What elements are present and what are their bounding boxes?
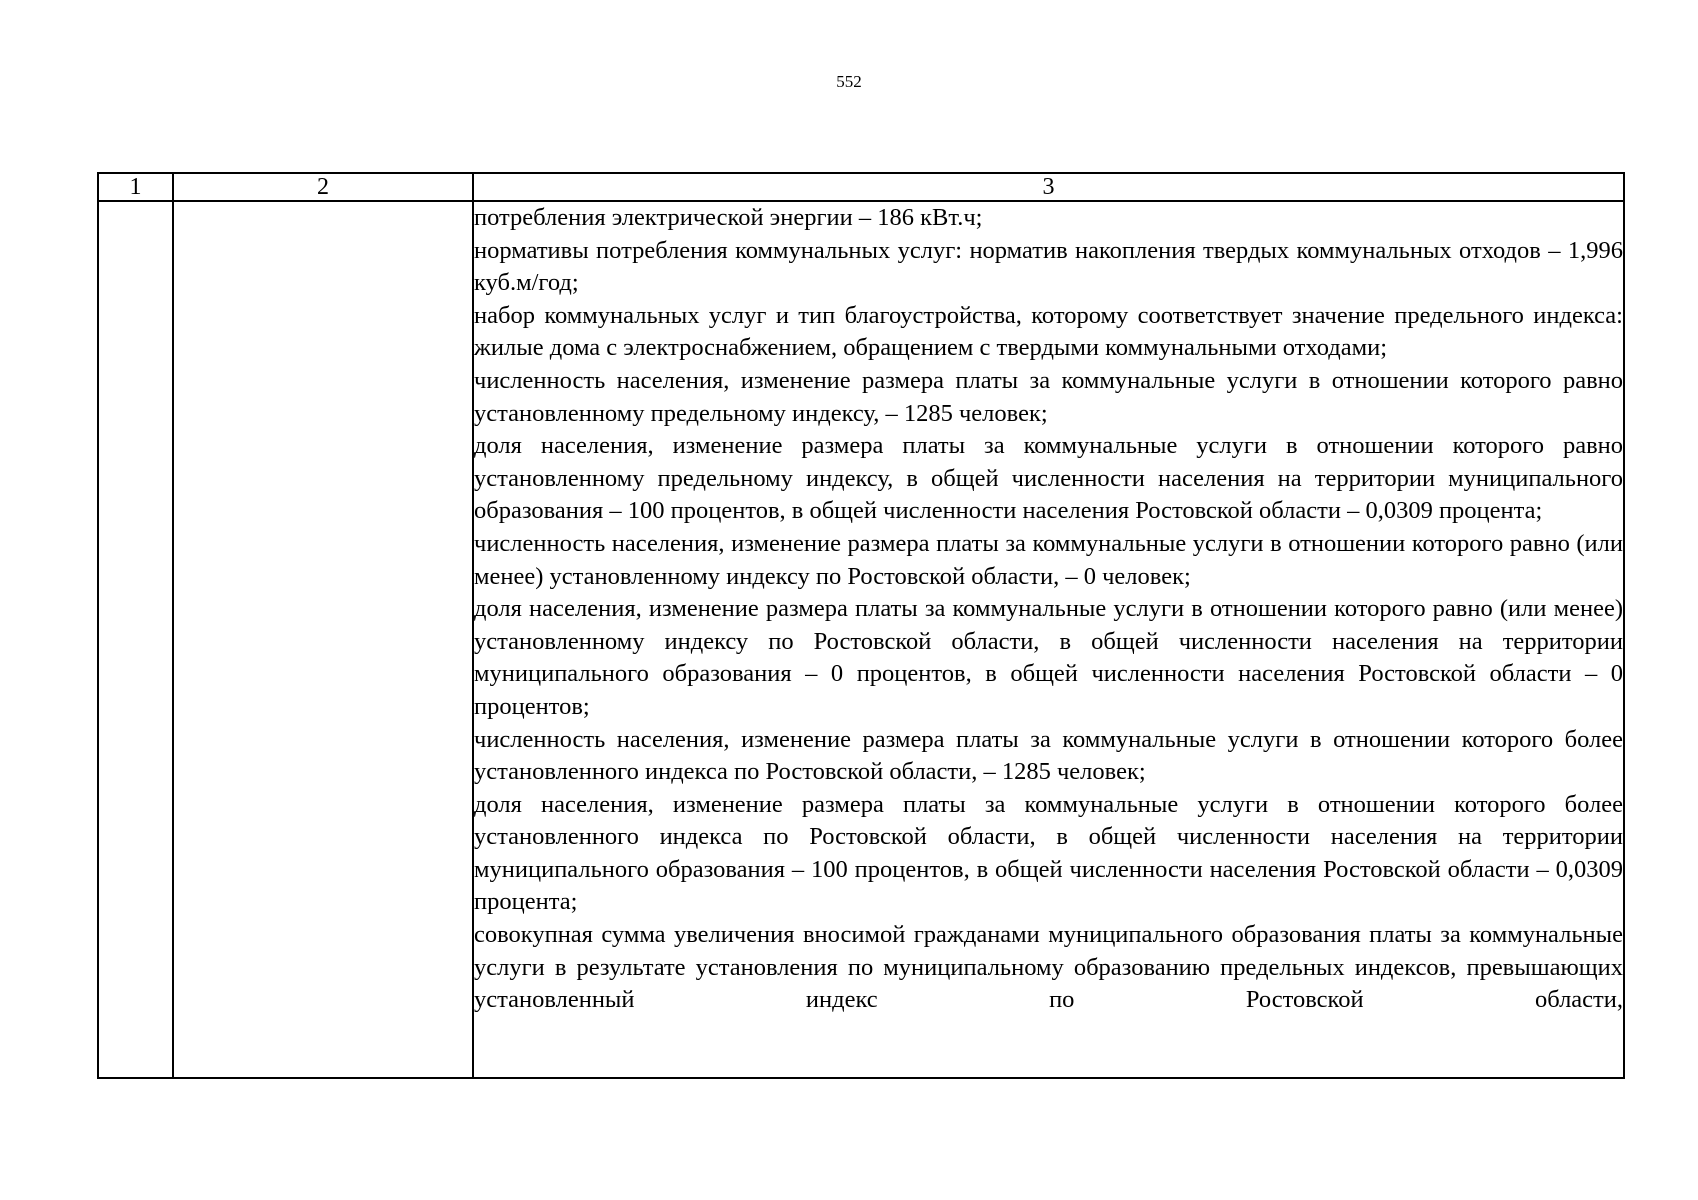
paragraph-total-increase: совокупная сумма увеличения вносимой гражданами муниципального образования платы за коммунальные услуги в результате установления по муниципальному образованию предельных индексов, превышающих установленный индекс по Ростовской области, <box>474 921 1623 1014</box>
paragraph-share-equal-or-less: доля населения, изменение размера платы за коммунальные услуги в отношении которого равно (или менее) установленному индексу по Ростовской области, в общей численности населения на территории муниципального образования – 0 процентов, в общей численности населения Ростовской области – 0 процентов; <box>474 595 1623 720</box>
paragraph-share-equal-limit: доля населения, изменение размера платы за коммунальные услуги в отношении которого равно установленному предельному индексу, в общей численности населения на территории муниципального образования – 100 процентов, в общей численности населения Ростовской области – 0,0309 процента; <box>474 432 1623 525</box>
table-row <box>98 201 1624 1078</box>
column-header-3: 3 <box>473 173 1624 201</box>
paragraph-share-above-index: доля населения, изменение размера платы за коммунальные услуги в отношении которого более установленного индекса по Ростовской области, в общей численности населения на территории муниципального образования – 100 процентов, в общей численности населения Ростовской области – 0,0309 процента; <box>474 790 1623 916</box>
paragraph-service-set: набор коммунальных услуг и тип благоустройства, которому соответствует значение предельного индекса: жилые дома с электроснабжением, обращением с твердыми коммунальными отходами; <box>474 301 1623 362</box>
paragraph-electricity-consumption: потребления электрической энергии – 186 кВт.ч; <box>474 204 983 231</box>
column-header-2: 2 <box>173 173 473 201</box>
paragraph-utility-norms: нормативы потребления коммунальных услуг: норматив накопления твердых коммунальных отходов – 1,996 куб.м/год; <box>474 236 1623 297</box>
paragraph-population-equal-or-less: численность населения, изменение размера платы за коммунальные услуги в отношении которого равно (или менее) установленному индексу по Ростовской области, – 0 человек; <box>474 529 1623 590</box>
paragraph-population-above-index: численность населения, изменение размера платы за коммунальные услуги в отношении которого более установленного индекса по Ростовской области, – 1285 человек; <box>474 725 1623 786</box>
page-number: 552 <box>836 72 862 91</box>
column-1-cell <box>98 201 173 1078</box>
column-3-cell <box>473 201 1624 1078</box>
data-table <box>97 172 1625 1079</box>
column-header-1: 1 <box>98 173 173 201</box>
table-header-row <box>98 173 1624 201</box>
column-2-cell <box>173 201 473 1078</box>
paragraph-population-equal-limit: численность населения, изменение размера платы за коммунальные услуги в отношении которого равно установленному предельному индексу, – 1285 человек; <box>474 366 1623 427</box>
